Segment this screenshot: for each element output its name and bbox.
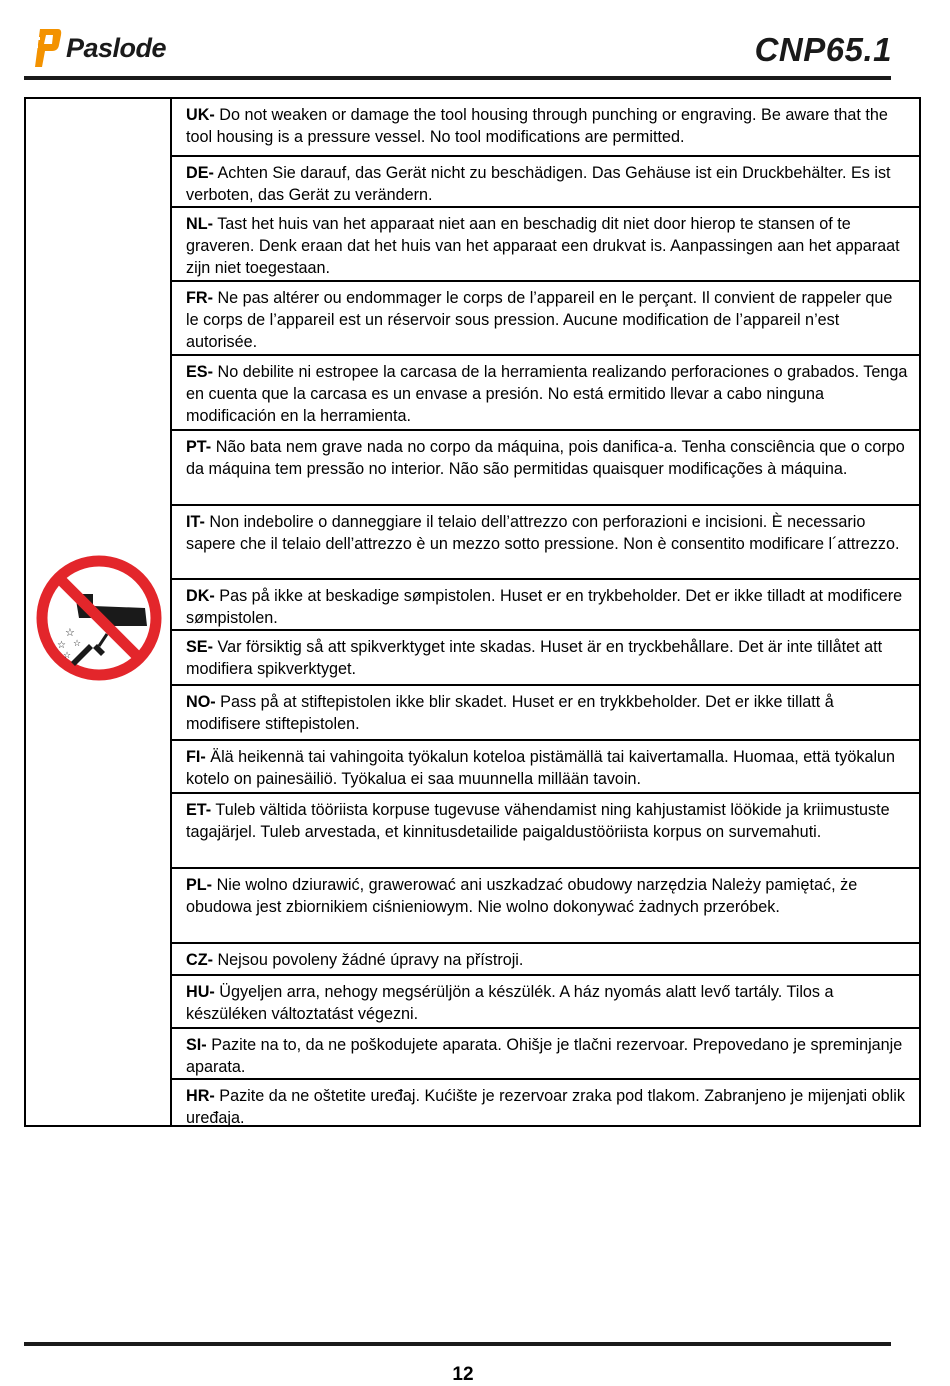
header-divider — [24, 76, 891, 80]
warning-row — [172, 792, 919, 867]
svg-text:☆: ☆ — [57, 640, 66, 651]
no-punching-engraving-prohibition-icon — [35, 554, 163, 682]
warning-row — [172, 684, 919, 739]
warning-text: Pazite da ne oštetite uređaj. Kućište je rezervoar zraka pod tlakom. Zabranjeno je mijenjati oblik uređaja. — [186, 1087, 905, 1127]
language-code: HU- — [186, 983, 215, 1001]
warning-text: Achten Sie darauf, das Gerät nicht zu beschädigen. Das Gehäuse ist ein Druckbehälter. Es ist verboten, das Gerät zu verändern. — [186, 164, 891, 204]
warning-row — [172, 206, 919, 280]
language-code: FR- — [186, 289, 213, 307]
icon-cell — [26, 99, 172, 1125]
warning-text: Ügyeljen arra, nehogy megsérüljön a készülék. A ház nyomás alatt levő tartály. Tilos a készüléken változtatást végezni. — [186, 983, 834, 1023]
svg-text:☆: ☆ — [65, 626, 75, 639]
language-code: SE- — [186, 638, 213, 656]
warning-row — [172, 974, 919, 1027]
warning-text: No debilite ni estropee la carcasa de la herramienta realizando perforaciones o grabados. Tenga en cuenta que la carcasa es un envase a presión. No está ermitido llevar a cabo ninguna modificación en la herramienta. — [186, 363, 908, 425]
warning-row — [172, 578, 919, 629]
warning-row — [172, 629, 919, 684]
page-header — [0, 0, 950, 82]
svg-text:☆: ☆ — [73, 639, 82, 649]
warning-text: Do not weaken or damage the tool housing through punching or engraving. Be aware that the tool housing is a pressure vessel. No tool modifications are permitted. — [186, 106, 888, 146]
svg-text:☆: ☆ — [63, 651, 72, 661]
warning-text: Pass på at stiftepistolen ikke blir skadet. Huset er en trykkbeholder. Det er ikke tillatt å modifisere stiftepistolen. — [186, 693, 834, 733]
language-code: UK- — [186, 106, 215, 124]
warning-text: Älä heikennä tai vahingoita työkalun koteloa pistämällä tai kaivertamalla. Huomaa, että työkalun kotelo on painesäiliö. Työkalua ei saa muunnella millään tavoin. — [186, 748, 896, 788]
language-code: HR- — [186, 1087, 215, 1105]
model-title: CNP65.1 — [754, 31, 892, 68]
warning-table — [24, 97, 921, 1127]
warning-text: Não bata nem grave nada no corpo da máquina, pois danifica-a. Tenha consciência que o corpo da máquina tem pressão no interior. Não são permitidas quaisquer modificações à máquina. — [186, 438, 905, 478]
warning-row — [172, 280, 919, 354]
paslode-logo-icon — [32, 27, 62, 69]
language-code: PL- — [186, 876, 213, 894]
warning-text: Nie wolno dziurawić, grawerować ani uszkadzać obudowy narzędzia Należy pamiętać, że obudowa jest zbiornikiem ciśnieniowym. Nie wolno dokonywać żadnych przeróbek. — [186, 876, 858, 916]
page-number: 12 — [452, 1364, 474, 1385]
warning-row — [172, 504, 919, 578]
warning-row — [172, 739, 919, 792]
warning-text: Non indebolire o danneggiare il telaio dell’attrezzo con perforazioni e incisioni. È necessario sapere che il telaio dell’attrezzo è un mezzo sotto pressione. Non è consentito modificare l´attrezzo. — [186, 513, 900, 553]
footer-divider — [24, 1342, 891, 1346]
brand-logo — [32, 27, 166, 69]
language-code: FI- — [186, 748, 206, 766]
warning-text: Ne pas altérer ou endommager le corps de l’appareil en le perçant. Il convient de rappeler que le corps de l’appareil est un réservoir sous pression. Aucune modification de l’appareil n’est autorisée. — [186, 289, 893, 351]
language-code: DK- — [186, 587, 215, 605]
language-code: NO- — [186, 693, 216, 711]
warning-text: Nejsou povoleny žádné úpravy na přístroji. — [217, 951, 524, 969]
language-code: ET- — [186, 801, 212, 819]
language-code: DE- — [186, 164, 214, 182]
brand-name: Paslode — [66, 32, 167, 63]
language-code: IT- — [186, 513, 205, 531]
language-code: PT- — [186, 438, 212, 456]
warning-row — [172, 354, 919, 429]
language-code: ES- — [186, 363, 213, 381]
warning-row — [172, 155, 919, 206]
language-code: NL- — [186, 215, 213, 233]
warning-text: Tuleb vältida tööriista korpuse tugevuse vähendamist ning kahjustamist löökide ja kriimustuste tagajärjel. Tuleb arvestada, et kinnitusdetailide paigaldustööriista korpus on survemahuti. — [186, 801, 890, 841]
warning-row — [172, 1078, 919, 1125]
warning-text: Pas på ikke at beskadige sømpistolen. Huset er en trykbeholder. Det er ikke tilladt at modificere sømpistolen. — [186, 587, 903, 627]
language-code: CZ- — [186, 951, 213, 969]
warning-row — [172, 942, 919, 974]
warning-row — [172, 429, 919, 504]
language-code: SI- — [186, 1036, 207, 1054]
warning-text: Pazite na to, da ne poškodujete aparata. Ohišje je tlačni rezervoar. Prepovedano je spreminjanje aparata. — [186, 1036, 903, 1076]
warning-row — [172, 1027, 919, 1078]
warning-text: Tast het huis van het apparaat niet aan en beschadig dit niet door hierop te stansen of te graveren. Denk eraan dat het huis van het apparaat een drukvat is. Aanpassingen aan het apparaat zijn niet toegestaan. — [186, 215, 900, 277]
warning-text: Var försiktig så att spikverktyget inte skadas. Huset är en tryckbehållare. Det är inte tillåtet att modifiera spikverktyget. — [186, 638, 883, 678]
warning-row — [172, 99, 919, 155]
warning-row — [172, 867, 919, 942]
